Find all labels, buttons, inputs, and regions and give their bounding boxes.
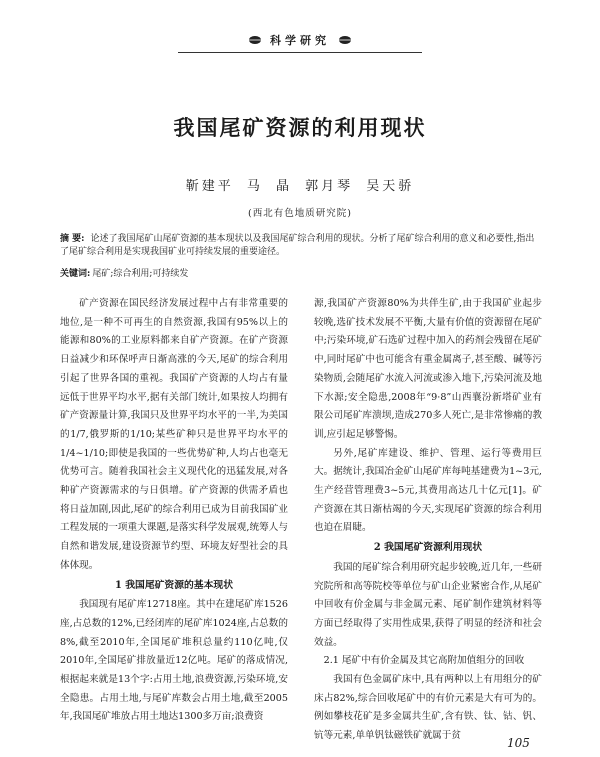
abstract-text: 论述了我国尾矿山尾矿资源的基本现状以及我国尾矿综合利用的现状。分析了尾矿综合利用的意义和必要性,指出了尾矿综合利用是实现我国矿业可持续发展的重要途径。 <box>60 234 535 257</box>
journal-section-name: 科学研究 <box>270 34 330 47</box>
body-paragraph: 矿产资源在国民经济发展过程中占有非常重要的地位,是一种不可再生的自然资源,我国有95%以上的能源和80%的工业原料都来自矿产资源。在矿产资源日益减少和环保呼声日渐高涨的今天,尾矿的综合利用引起了世界各国的重视。我国矿产资源的人均占有量远低于世界平均水平,据有关部门统计,如果按人均拥有矿产资源量计算,我国只及世界平均水平的一半,为美国的1/7,俄罗斯的1/10;某些矿种只是世界平均水平的1/4~1/10;即使是我国的一些优势矿种,人均占也毫无优势可言。随着我国社会主义现代化的迅猛发展,对各种矿产资源需求的与日俱增。矿产资源的供需矛盾也将日益加剧,因此,尾矿的综合利用已成为目前我国矿业工程发展的一项重大课题,是落实科学发展观,统筹人与自然和谐发展,建设资源节约型、环境友好型社会的具体体现。 <box>60 298 288 571</box>
keywords-text: 尾矿;综合利用;可持续发 <box>92 269 189 279</box>
body-paragraph: 我国的尾矿综合利用研究起步较晚,近几年,一些研究院所和高等院校等单位与矿山企业紧密合作,从尾矿中回收有价金属与非金属元素、尾矿制作建筑材料等方面已经取得了实用性成果,获得了明显的经济和社会效益。 <box>314 561 542 648</box>
section-heading: 1 我国尾矿资源的基本现状 <box>115 579 233 591</box>
body-paragraph: 源,我国矿产资源80%为共伴生矿,由于我国矿业起步较晚,选矿技术发展不平衡,大量有价值的资源留在尾矿中;污染环境,矿石选矿过程中加入的药剂会残留在尾矿中,同时尾矿中也可能含有重金属离子,甚至酸、碱等污染物质,会随尾矿水流入河流或渗入地下,污染河流及地下水源;安全隐患,2008年“9·8”山西襄汾新塔矿业有限公司尾矿库溃坝,造成270多人死亡,是非常惨痛的教训,应引起足够警惕。 <box>314 298 542 440</box>
subsection-heading: 2.1 尾矿中有价金属及其它高附加值组分的回收 <box>323 655 525 667</box>
body-paragraph: 我国现有尾矿库12718座。其中在建尾矿库1526座,占总数的12%,已经闭库的尾矿库1024座,占总数的8%,截至2010年,全国尾矿堆积总量约110亿吨,仅2010年,全国尾矿排放量近12亿吨。尾矿的落成情况,根据起来就是13个字:占用土地,浪费资源,污染环境,安全隐患。占用土地,与尾矿库数会占用土地,截至2005年,我国尾矿堆放占用土地达1300多万亩;浪费资 <box>60 599 288 723</box>
leaf-ornament-icon <box>338 35 352 45</box>
body-paragraph: 另外,尾矿库建设、维护、管理、运行等费用巨大。据统计,我国冶金矿山尾矿库每吨基建费为1~3元,生产经营管理费3~5元,其费用高达几十亿元[1]。矿产资源在其日渐枯竭的今天,实现尾矿资源的综合利用也迫在眉睫。 <box>314 447 542 534</box>
leaf-ornament-icon <box>248 35 262 45</box>
abstract-label: 摘 要: <box>60 234 85 244</box>
keywords <box>60 268 542 281</box>
body-paragraph: 我国有色金属矿床中,具有两种以上有用组分的矿床占82%,综合回收尾矿中的有价元素是大有可为的。例如攀枝花矿是多金属共生矿,含有铁、钛、钴、钒、钪等元素,单单钒钛磁铁矿就属于贫 <box>314 674 542 742</box>
section-heading: 2 我国尾矿资源利用现状 <box>373 542 483 554</box>
left-column <box>60 295 288 727</box>
journal-header <box>168 32 432 48</box>
abstract <box>60 233 542 259</box>
author-affiliation: (西北有色地质研究院) <box>248 208 352 219</box>
author-list: 靳建平 马 晶 郭月琴 吴天骄 <box>185 179 415 194</box>
right-column <box>314 295 542 746</box>
article-title: 我国尾矿资源的利用现状 <box>173 115 427 140</box>
header-divider <box>178 52 422 53</box>
keywords-label: 关键词: <box>60 269 91 279</box>
page-number: 105 <box>507 736 530 750</box>
